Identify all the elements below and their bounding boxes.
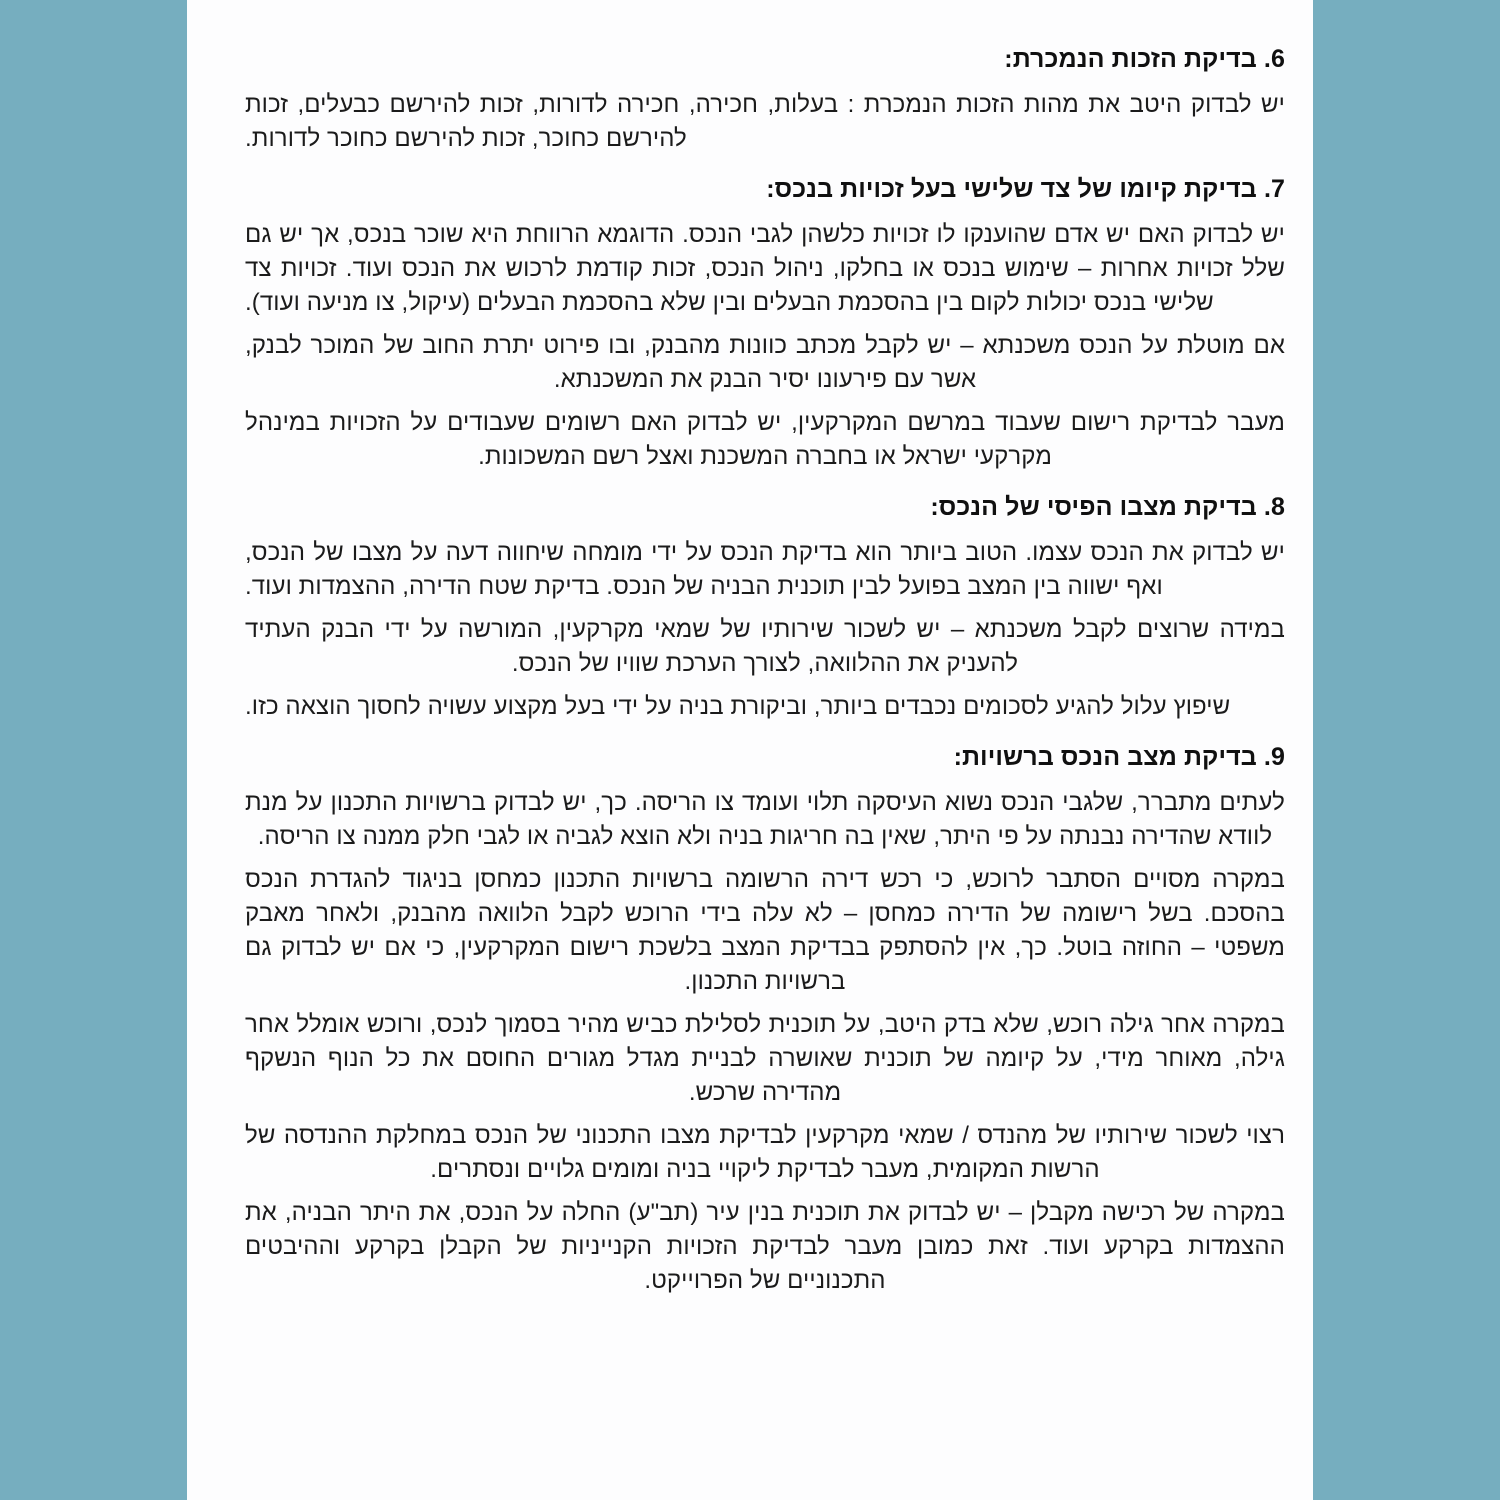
section-8-paragraph-1: יש לבדוק את הנכס עצמו. הטוב ביותר הוא בדיקת הנכס על ידי מומחה שיחווה דעה על מצבו של הנכס, ואף ישווה בין המצב בפועל לבין תוכנית הבניה של הנכס. בדיקת שטח הדירה, ההצמדות ועוד. — [245, 539, 1285, 600]
section-physical-condition — [245, 490, 1285, 724]
section-authorities-status — [245, 740, 1285, 1298]
section-7-paragraph-3: מעבר לבדיקת רישום שעבוד במרשם המקרקעין, יש לבדוק האם רשומים שעבודים על הזכויות במינהל מקרקעי ישראל או בחברה המשכנת ואצל רשם המשכונות. — [245, 409, 1285, 470]
document-page — [187, 0, 1313, 1500]
section-9-paragraph-5: במקרה של רכישה מקבלן – יש לבדוק את תוכנית בנין עיר (תב"ע) החלה על הנכס, את היתר הבניה, את ההצמדות בקרקע ועוד. זאת כמובן מעבר לבדיקת הזכויות הקנייניות של הקבלן בקרקע וההיבטים התכנוניים של הפרוייקט. — [245, 1199, 1285, 1294]
section-9-heading: 9. בדיקת מצב הנכס ברשויות: — [953, 743, 1285, 771]
section-9-paragraph-3: במקרה אחר גילה רוכש, שלא בדק היטב, על תוכנית לסלילת כביש מהיר בסמוך לנכס, ורוכש אומלל אחר גילה, מאוחר מידי, על קיומה של תוכנית שאושרה לבניית מגדל מגורים החוסם את כל הנוף הנשקף מהדירה שרכש. — [245, 1011, 1285, 1106]
section-9-paragraph-4: רצוי לשכור שירותיו של מהנדס / שמאי מקרקעין לבדיקת מצבו התכנוני של הנכס במחלקת ההנדסה של הרשות המקומית, מעבר לבדיקת ליקויי בניה ומומים גלויים ונסתרים. — [245, 1122, 1285, 1183]
section-7-paragraph-2: אם מוטלת על הנכס משכנתא – יש לקבל מכתב כוונות מהבנק, ובו פירוט יתרת החוב של המוכר לבנק, אשר עם פירעונו יסיר הבנק את המשכנתא. — [245, 332, 1285, 393]
section-8-paragraph-2: במידה שרוצים לקבל משכנתא – יש לשכור שירותיו של שמאי מקרקעין, המורשה על ידי הבנק העתיד להעניק את ההלוואה, לצורך הערכת שוויו של הנכס. — [245, 616, 1285, 677]
section-8-heading: 8. בדיקת מצבו הפיסי של הנכס: — [930, 493, 1285, 521]
section-6-paragraph-1: יש לבדוק היטב את מהות הזכות הנמכרת : בעלות, חכירה, חכירה לדורות, זכות להירשם כבעלים, זכות להירשם כחוכר, זכות להירשם כחוכר לדורות. — [245, 91, 1285, 152]
section-third-party-rights — [245, 172, 1285, 474]
section-6-heading: 6. בדיקת הזכות הנמכרת: — [1004, 45, 1285, 73]
section-7-heading: 7. בדיקת קיומו של צד שלישי בעל זכויות בנכס: — [766, 175, 1285, 203]
document-content — [187, 0, 1313, 1298]
section-7-paragraph-1: יש לבדוק האם יש אדם שהוענקו לו זכויות כלשהן לגבי הנכס. הדוגמא הרווחת היא שוכר בנכס, אך יש גם שלל זכויות אחרות – שימוש בנכס או בחלקו, ניהול הנכס, זכות קודמת לרכוש את הנכס ועוד. זכויות צד שלישי בנכס יכולות לקום בין בהסכמת הבעלים ובין שלא בהסכמת הבעלים (עיקול, צו מניעה ועוד). — [245, 221, 1285, 316]
section-8-paragraph-3: שיפוץ עלול להגיע לסכומים נכבדים ביותר, וביקורת בניה על ידי בעל מקצוע עשויה לחסוך הוצאה כזו. — [245, 693, 1231, 720]
section-9-paragraph-2: במקרה מסויים הסתבר לרוכש, כי רכש דירה הרשומה ברשויות התכנון כמחסן בניגוד להגדרת הנכס בהסכם. בשל רישומה של הדירה כמחסן – לא עלה בידי הרוכש לקבל הלוואה מהבנק, ולאחר מאבק משפטי – החוזה בוטל. כך, אין להסתפק בבדיקת המצב בלשכת רישום המקרקעין, כי אם יש לבדוק גם ברשויות התכנון. — [245, 866, 1285, 995]
section-checking-sold-right — [245, 42, 1285, 156]
section-9-paragraph-1: לעתים מתברר, שלגבי הנכס נשוא העיסקה תלוי ועומד צו הריסה. כך, יש לבדוק ברשויות התכנון על מנת לוודא שהדירה נבנתה על פי היתר, שאין בה חריגות בניה ולא הוצא לגביה או לגבי חלק ממנה צו הריסה. — [245, 789, 1285, 850]
